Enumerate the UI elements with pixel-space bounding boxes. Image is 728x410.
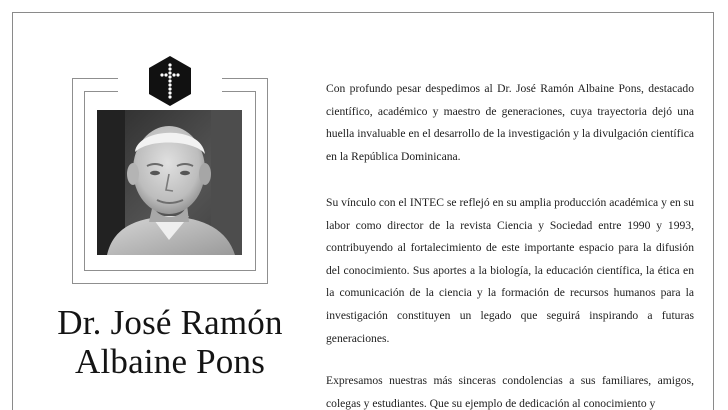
name-line-2: Albaine Pons	[74, 342, 266, 381]
cross-icon	[147, 55, 193, 107]
paragraph-tribute: Con profundo pesar despedimos al Dr. José Ramón Albaine Pons, destacado científico, académico y maestro de generaciones, cuya trayectoria dejó una huella invaluable en el desarrollo de la investigación y la divulgación científica en la República Dominicana.	[326, 82, 694, 163]
name-line-1: Dr. José Ramón	[57, 303, 283, 342]
portrait-photo	[97, 110, 242, 255]
deceased-name	[30, 303, 310, 381]
paragraph-career: Su vínculo con el INTEC se reflejó en su amplia producción académica y en su labor como director de la revista Ciencia y Sociedad entre 1990 y 1993, contribuyendo al fortalecimiento de este importante espacio para la difusión del conocimiento. Sus aportes a la biología, la educación científica, la ética en la comunicación de la ciencia y la formación de recursos humanos para la investigación constituyen un legado que seguirá inspirando a futuras generaciones.	[326, 196, 694, 345]
paragraph-condolences: Expresamos nuestras más sinceras condolencias a sus familiares, amigos, colegas y estudiantes. Que su ejemplo de dedicación al conocimiento y	[326, 374, 694, 410]
